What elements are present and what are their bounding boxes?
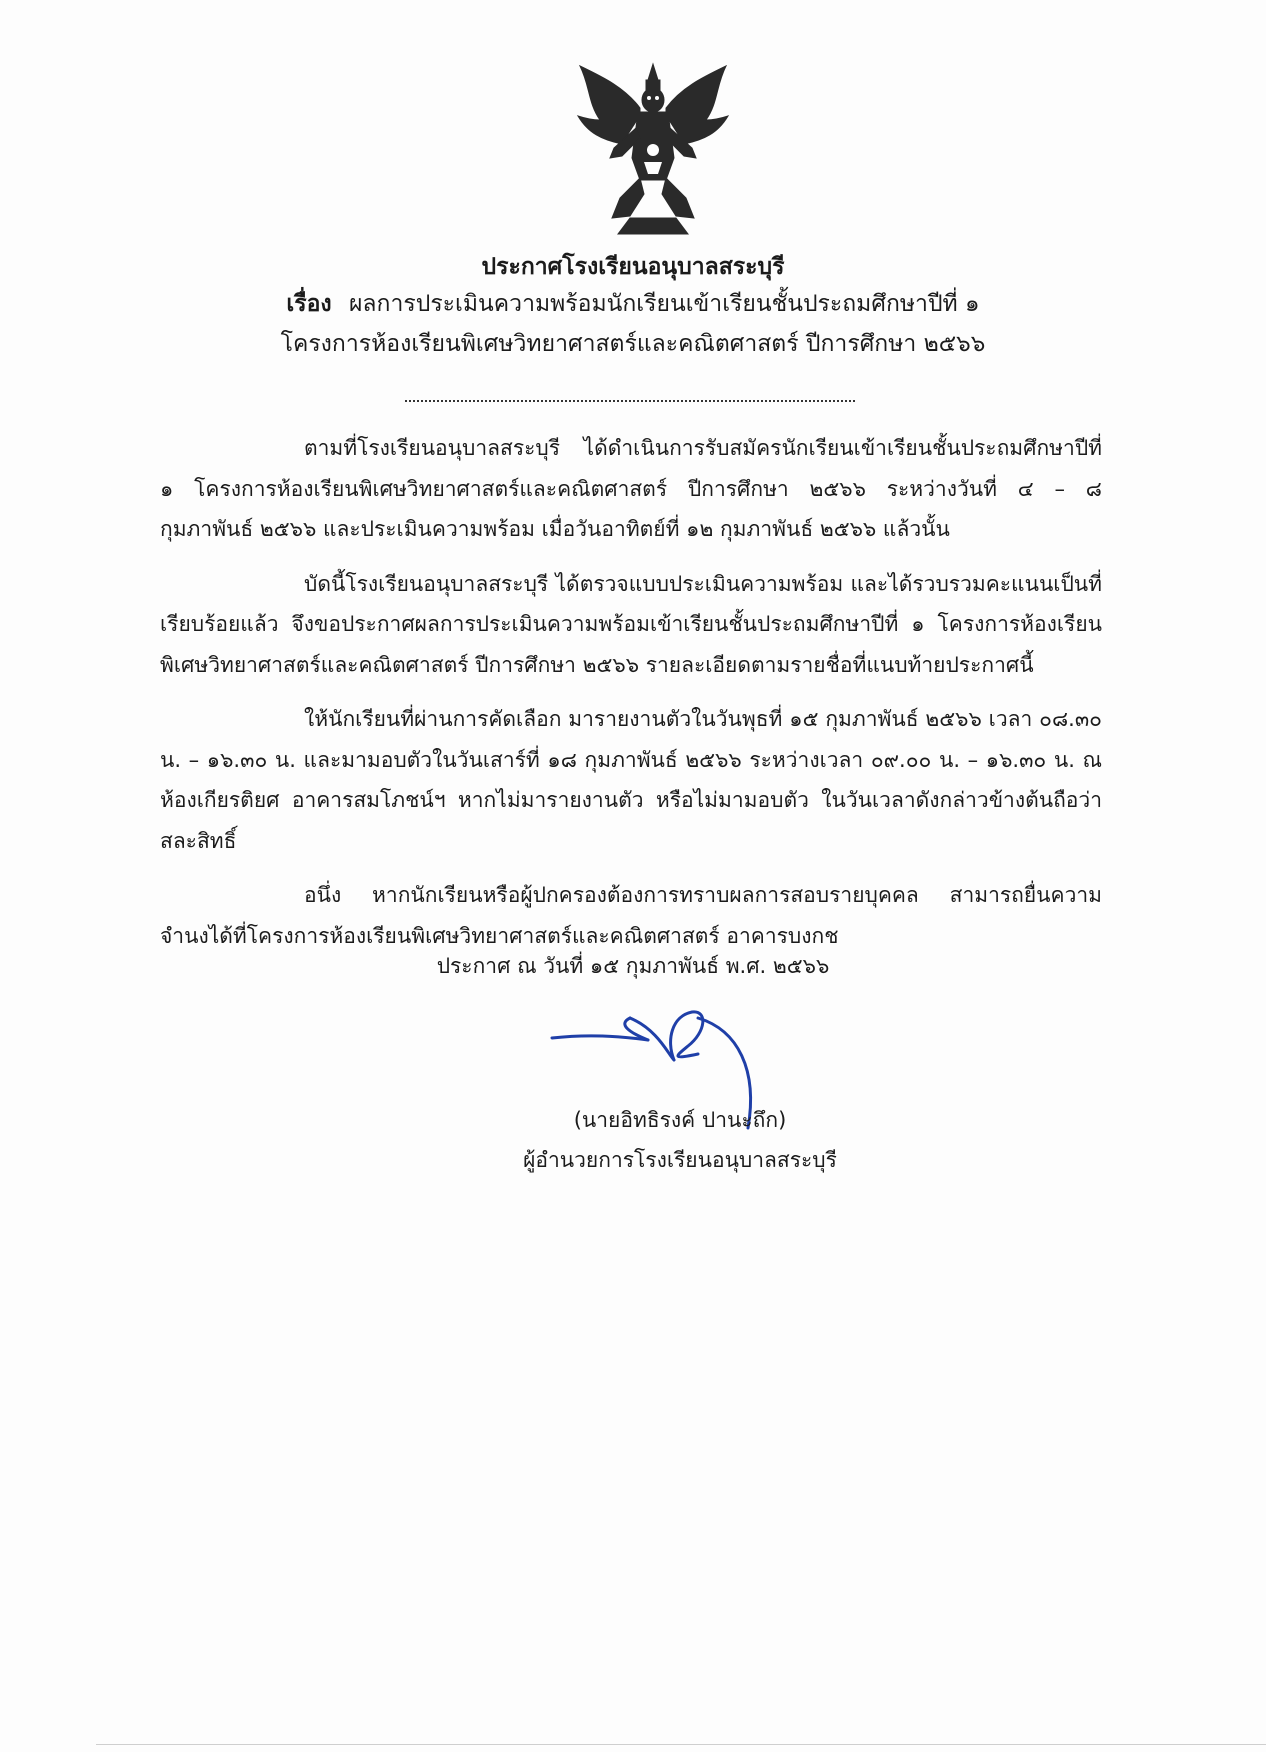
body-paragraph: บัดนี้โรงเรียนอนุบาลสระบุรี ได้ตรวจแบบประเมินความพร้อม และได้รวบรวมคะแนนเป็นที่เรียบร้อยแล้ว จึงขอประกาศผลการประเมินความพร้อมเข้าเรียนชั้นประถมศึกษาปีที่ ๑ โครงการห้องเรียนพิเศษวิทยาศาสตร์และคณิตศาสตร์ ปีการศึกษา ๒๕๖๖ รายละเอียดตามรายชื่อที่แนบท้ายประกาศนี้ bbox=[160, 571, 1102, 677]
signer-block bbox=[420, 1100, 940, 1180]
document-header bbox=[0, 250, 1266, 364]
subject-label: เรื่อง bbox=[286, 291, 332, 317]
document-title: ประกาศโรงเรียนอนุบาลสระบุรี bbox=[481, 254, 785, 280]
body-paragraph: ตามที่โรงเรียนอนุบาลสระบุรี ได้ดำเนินการรับสมัครนักเรียนเข้าเรียนชั้นประถมศึกษาปีที่ ๑ โครงการห้องเรียนพิเศษวิทยาศาสตร์และคณิตศาสตร์ ปีการศึกษา ๒๕๖๖ ระหว่างวันที่ ๔ – ๘ กุมภาพันธ์ ๒๕๖๖ และประเมินความพร้อม เมื่อวันอาทิตย์ที่ ๑๒ กุมภาพันธ์ ๒๕๖๖ แล้วนั้น bbox=[160, 436, 1102, 541]
document-body bbox=[160, 428, 1102, 970]
signer-position: ผู้อำนวยการโรงเรียนอนุบาลสระบุรี bbox=[523, 1148, 837, 1172]
announcement-date: ประกาศ ณ วันที่ ๑๕ กุมภาพันธ์ พ.ศ. ๒๕๖๖ bbox=[436, 954, 830, 978]
body-paragraph: อนึ่ง หากนักเรียนหรือผู้ปกครองต้องการทราบผลการสอบรายบุคคล สามารถยื่นความจำนงได้ที่โครงการห้องเรียนพิเศษวิทยาศาสตร์และคณิตศาสตร์ อาคารบงกช bbox=[160, 883, 1102, 948]
body-paragraph: ให้นักเรียนที่ผ่านการคัดเลือก มารายงานตัวในวันพุธที่ ๑๕ กุมภาพันธ์ ๒๕๖๖ เวลา ๐๘.๓๐ น. – ๑๖.๓๐ น. และมามอบตัวในวันเสาร์ที่ ๑๘ กุมภาพันธ์ ๒๕๖๖ ระหว่างเวลา ๐๙.๐๐ น. – ๑๖.๓๐ น. ณ ห้องเกียรติยศ อาคารสมโภชน์ฯ หากไม่มารายงานตัว หรือไม่มามอบตัว ในวันเวลาดังกล่าวข้างต้นถือว่าสละสิทธิ์ bbox=[160, 707, 1102, 853]
document-subject bbox=[0, 284, 1266, 324]
subject-line-1: ผลการประเมินความพร้อมนักเรียนเข้าเรียนชั้นประถมศึกษาปีที่ ๑ bbox=[348, 291, 980, 317]
scan-edge-line bbox=[96, 1744, 1266, 1745]
garuda-emblem-icon bbox=[570, 58, 736, 238]
subject-line-2: โครงการห้องเรียนพิเศษวิทยาศาสตร์และคณิตศาสตร์ ปีการศึกษา ๒๕๖๖ bbox=[280, 331, 986, 357]
dotted-divider bbox=[405, 400, 855, 402]
signer-name: (นายอิทธิรงค์ ปานะถึก) bbox=[573, 1108, 787, 1132]
